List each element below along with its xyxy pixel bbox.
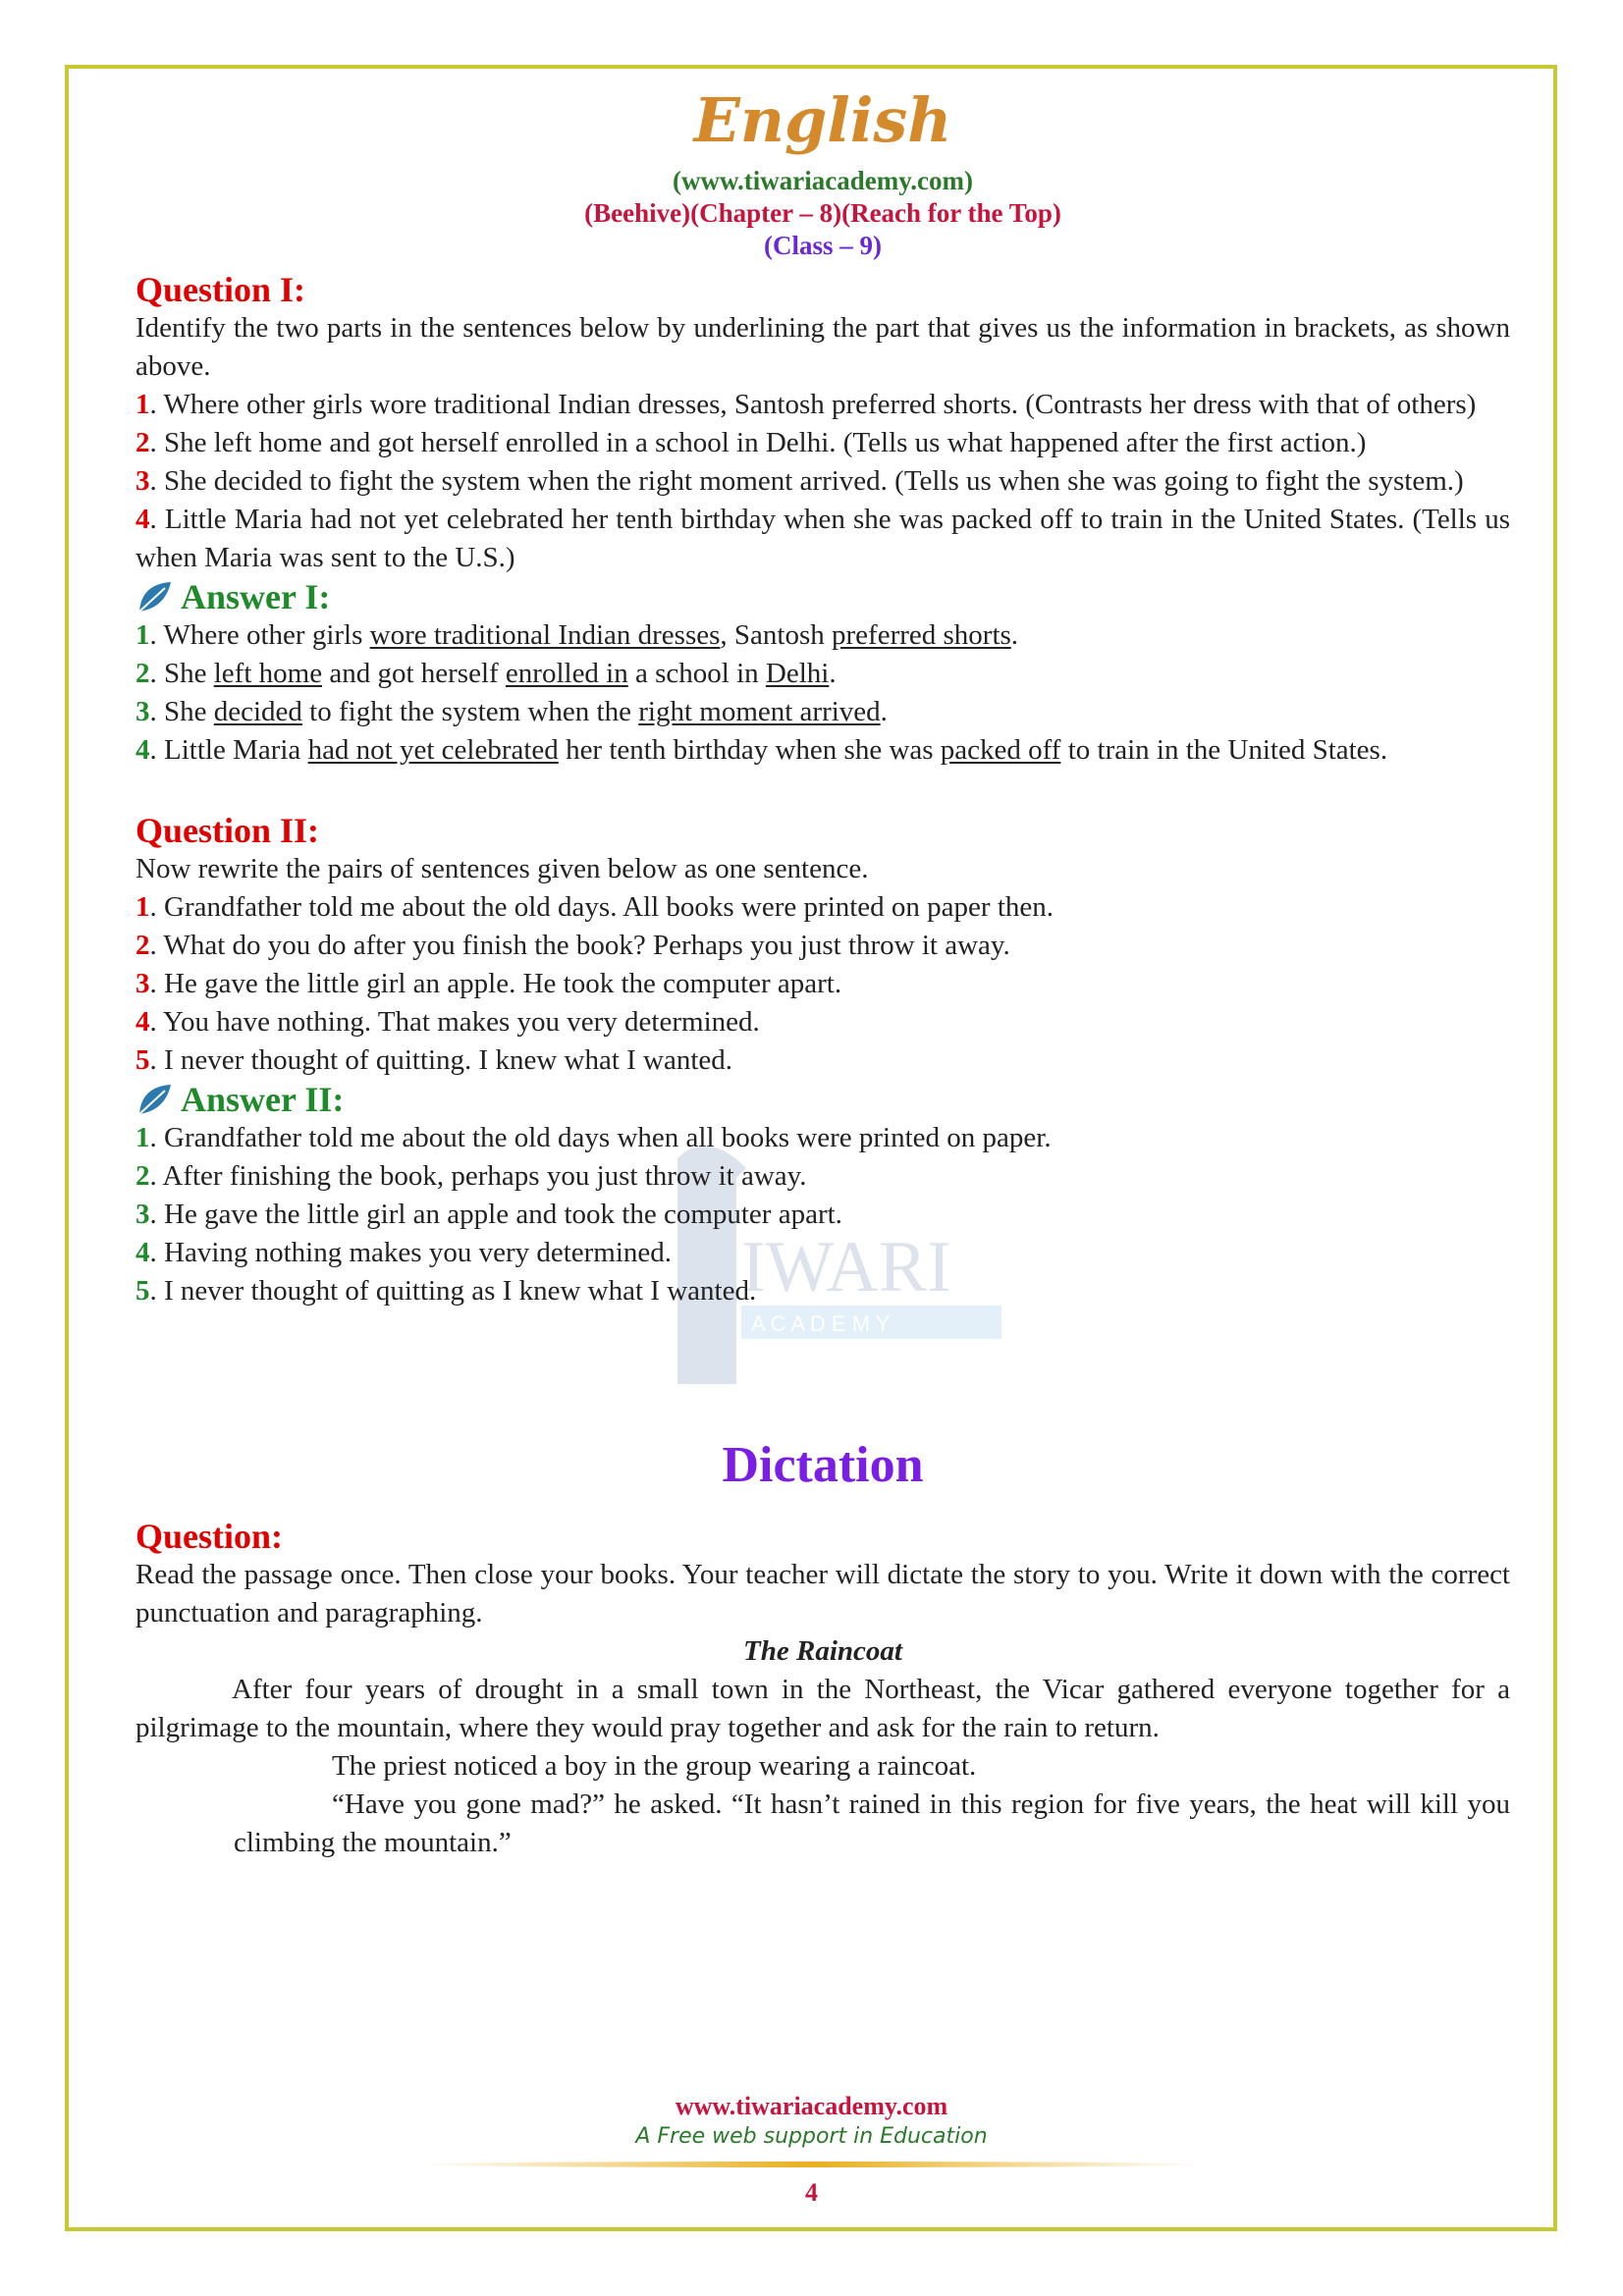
item-text: . xyxy=(829,658,837,689)
question-2-heading: Question II: xyxy=(135,811,320,850)
question-1-heading: Question I: xyxy=(135,270,306,309)
item-text: . xyxy=(1010,619,1019,651)
item-text: . She xyxy=(149,696,214,727)
item-number: 3 xyxy=(135,465,150,497)
item-text: . Grandfather told me about the old days when all books were printed on paper. xyxy=(149,1122,1052,1153)
watermark-text: IWARI xyxy=(741,1227,951,1308)
item-text: . He gave the little girl an apple and took the computer apart. xyxy=(149,1199,842,1230)
answer-1-item xyxy=(135,655,1510,693)
underlined-part: had not yet celebrated xyxy=(307,734,559,766)
underlined-part: enrolled in xyxy=(505,658,628,689)
item-text: a school in xyxy=(627,658,766,689)
item-number: 3 xyxy=(135,1199,150,1230)
header-class: (Class – 9) xyxy=(764,231,882,260)
item-number: 2 xyxy=(135,658,150,689)
item-text: . Little Maria had not yet celebrated her tenth birthday when she was packed off to train in the United States. (Tells us when Maria was sent to the U.S.) xyxy=(135,504,1510,573)
underlined-part: packed off xyxy=(940,734,1061,766)
question-2-item xyxy=(135,1003,1510,1041)
item-text: . Where other girls wore traditional Indian dresses, Santosh preferred shorts. (Contrasts her dress with that of others) xyxy=(149,389,1477,420)
answer-1-item xyxy=(135,731,1510,770)
item-text: . I never thought of quitting as I knew what I wanted. xyxy=(149,1275,757,1307)
underlined-part: right moment arrived xyxy=(638,696,881,727)
answer-2-item xyxy=(135,1272,1510,1310)
footer-website: www.tiwariacademy.com xyxy=(675,2092,948,2120)
header-website: (www.tiwariacademy.com) xyxy=(673,166,973,195)
item-number: 1 xyxy=(135,389,150,420)
question-2-item xyxy=(135,1041,1510,1080)
footer-divider xyxy=(419,2158,1205,2171)
item-text: . Where other girls xyxy=(149,619,370,651)
item-text: . Grandfather told me about the old days. All books were printed on paper then. xyxy=(149,891,1055,923)
story-paragraph: The priest noticed a boy in the group wearing a raincoat. xyxy=(332,1750,977,1782)
item-text: . After finishing the book, perhaps you just throw it away. xyxy=(149,1160,807,1192)
answer-1-item xyxy=(135,693,1510,731)
item-number: 4 xyxy=(135,1006,150,1038)
question-1-intro: Identify the two parts in the sentences below by underlining the part that gives us the information in brackets, as shown above. xyxy=(135,312,1510,382)
question-1-item xyxy=(135,386,1510,424)
item-number: 4 xyxy=(135,1237,150,1268)
item-text: . xyxy=(880,696,888,727)
underlined-part: decided xyxy=(213,696,302,727)
answer-2-heading xyxy=(135,1080,1510,1119)
answer-1-heading xyxy=(135,577,1510,616)
page-content xyxy=(135,77,1510,1862)
item-text: . I never thought of quitting. I knew what I wanted. xyxy=(149,1044,733,1076)
underlined-part: preferred shorts xyxy=(832,619,1011,651)
item-number: 5 xyxy=(135,1275,150,1307)
item-number: 1 xyxy=(135,1122,150,1153)
question-2-item xyxy=(135,927,1510,965)
item-number: 1 xyxy=(135,891,150,923)
question-1-item xyxy=(135,462,1510,501)
item-number: 2 xyxy=(135,427,150,458)
underlined-part: left home xyxy=(213,658,323,689)
item-text: . You have nothing. That makes you very determined. xyxy=(149,1006,760,1038)
item-text: . Little Maria xyxy=(149,734,308,766)
dictation-question-heading: Question: xyxy=(135,1517,284,1556)
story-title: The Raincoat xyxy=(743,1635,902,1667)
answer-2-item xyxy=(135,1234,1510,1272)
item-text: and got herself xyxy=(322,658,506,689)
item-number: 2 xyxy=(135,1160,150,1192)
answer-1-item xyxy=(135,616,1510,655)
answer-2-item xyxy=(135,1196,1510,1234)
leaf-icon xyxy=(135,578,175,615)
underlined-part: Delhi xyxy=(765,658,830,689)
underlined-part: wore traditional Indian dresses xyxy=(369,619,721,651)
item-text: . He gave the little girl an apple. He took the computer apart. xyxy=(149,968,842,999)
watermark-sub: A C A D E M Y xyxy=(751,1311,891,1336)
item-number: 2 xyxy=(135,930,150,961)
item-text: . What do you do after you finish the book? Perhaps you just throw it away. xyxy=(149,930,1010,961)
leaf-icon xyxy=(135,1081,175,1118)
story-paragraph: After four years of drought in a small town in the Northeast, the Vicar gathered everyone together for a pilgrimage to the mountain, where they would pray together and ask for the rain to return. xyxy=(135,1674,1510,1743)
answer-2-heading-text: Answer II: xyxy=(181,1080,345,1119)
item-text: to train in the United States. xyxy=(1060,734,1388,766)
dictation-title: Dictation xyxy=(722,1437,924,1493)
page-number: 4 xyxy=(805,2178,818,2207)
item-number: 5 xyxy=(135,1044,150,1076)
item-text: . She xyxy=(149,658,214,689)
item-number: 3 xyxy=(135,968,150,999)
answer-2-item xyxy=(135,1119,1510,1157)
answer-1-heading-text: Answer I: xyxy=(181,577,331,616)
item-text: , Santosh xyxy=(720,619,833,651)
page-title: English xyxy=(693,84,952,156)
item-text: to fight the system when the xyxy=(301,696,639,727)
item-text: . She decided to fight the system when the right moment arrived. (Tells us when she was going to fight the system.) xyxy=(149,465,1464,497)
question-1-item xyxy=(135,424,1510,462)
item-text: . She left home and got herself enrolled in a school in Delhi. (Tells us what happened after the first action.) xyxy=(149,427,1367,458)
item-number: 4 xyxy=(135,504,150,535)
footer-tagline: A Free web support in Education xyxy=(635,2124,988,2149)
answer-2-item xyxy=(135,1157,1510,1196)
item-text: her tenth birthday when she was xyxy=(558,734,941,766)
question-2-intro: Now rewrite the pairs of sentences given below as one sentence. xyxy=(135,853,869,884)
question-2-item xyxy=(135,965,1510,1003)
item-text: . Having nothing makes you very determined. xyxy=(149,1237,673,1268)
question-1-item xyxy=(135,501,1510,577)
item-number: 4 xyxy=(135,734,150,766)
story-paragraph: “Have you gone mad?” he asked. “It hasn’t rained in this region for five years, the heat will kill you climbing the mountain.” xyxy=(234,1789,1510,1858)
item-number: 1 xyxy=(135,619,150,651)
dictation-intro: Read the passage once. Then close your books. Your teacher will dictate the story to you. Write it down with the correct punctuation and paragraphing. xyxy=(135,1559,1510,1629)
header-chapter: (Beehive)(Chapter – 8)(Reach for the Top) xyxy=(584,198,1061,228)
footer xyxy=(0,2091,1623,2215)
question-2-item xyxy=(135,888,1510,927)
item-number: 3 xyxy=(135,696,150,727)
